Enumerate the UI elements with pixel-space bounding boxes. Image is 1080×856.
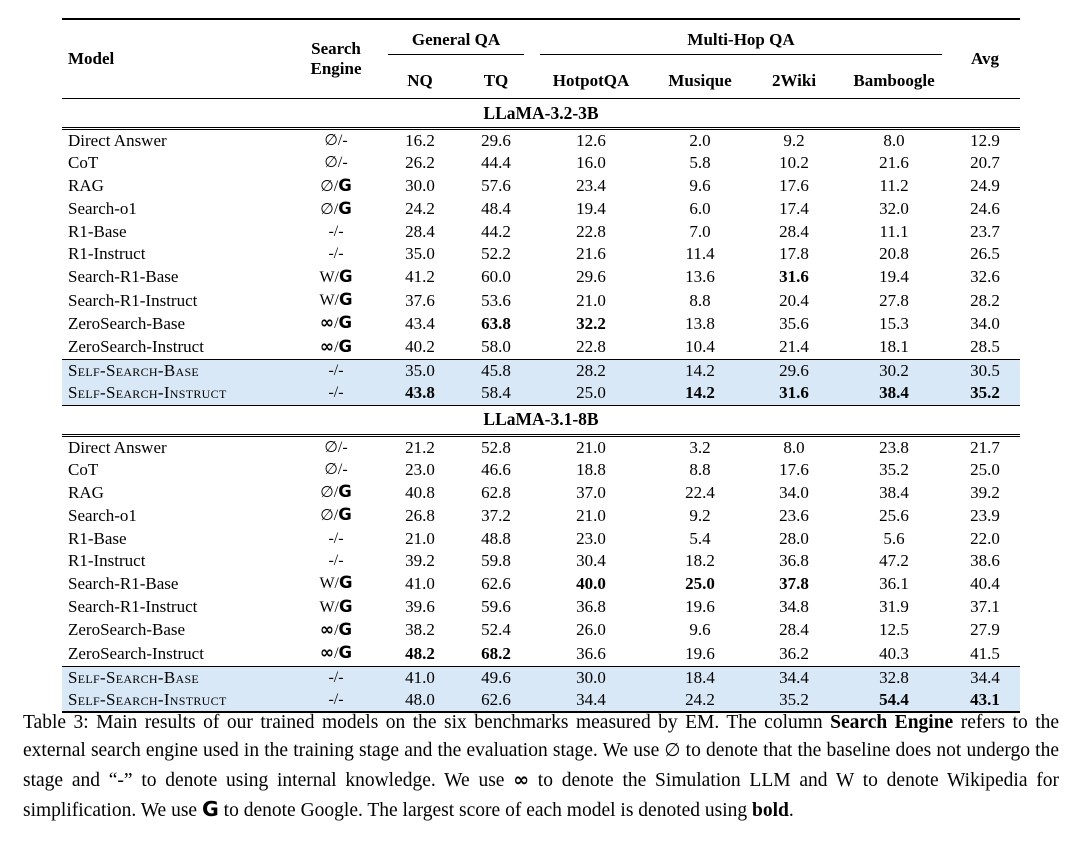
- table-row: [62, 459, 1020, 481]
- score-cell: 10.2: [779, 153, 809, 173]
- score-cell: 25.0: [685, 573, 715, 593]
- avg-score-cell: 20.7: [970, 153, 1000, 173]
- table-row: [62, 198, 1020, 221]
- caption-segment: refers to the external search engine used in the training stage and the evaluation stage. We use: [23, 712, 1060, 762]
- score-cell: 15.3: [879, 313, 909, 333]
- score-cell: 5.4: [689, 528, 711, 548]
- avg-score-cell: 24.6: [970, 199, 1000, 219]
- table-row: [62, 481, 1020, 504]
- score-cell: 35.2: [750, 689, 838, 712]
- score-cell: 13.6: [685, 267, 715, 287]
- table-row: [62, 336, 1020, 360]
- score-cell: 59.8: [481, 551, 511, 571]
- table-row: [62, 359, 1020, 382]
- score-cell: 31.6: [750, 382, 838, 405]
- search-engine-cell: ∞/G: [319, 313, 353, 334]
- score-cell: 59.6: [481, 597, 511, 617]
- score-cell: 28.4: [779, 620, 809, 640]
- score-cell: 21.2: [405, 437, 435, 457]
- empty-set-glyph: ∅: [320, 200, 334, 218]
- score-cell: 26.8: [405, 505, 435, 525]
- score-cell: 37.8: [779, 573, 809, 593]
- score-cell: 21.0: [405, 528, 435, 548]
- score-cell: 29.6: [750, 359, 838, 382]
- table-header: [62, 19, 1020, 99]
- score-cell: 7.0: [689, 222, 711, 242]
- model-name-cell: Search-o1: [68, 199, 137, 219]
- score-cell: 23.8: [879, 437, 909, 457]
- score-cell: 16.2: [405, 131, 435, 150]
- search-engine-cell: -/-: [328, 529, 344, 547]
- table-row: [62, 666, 1020, 689]
- results-table: [62, 18, 1020, 713]
- score-cell: 35.6: [779, 313, 809, 333]
- search-engine-cell: W/G: [319, 573, 353, 593]
- score-cell: 28.2: [532, 359, 650, 382]
- avg-score-cell: 23.7: [970, 222, 1000, 242]
- table-row: [62, 243, 1020, 265]
- model-name-cell: Search-R1-Instruct: [68, 290, 198, 310]
- score-cell: 14.2: [650, 359, 750, 382]
- model-name-cell: Search-o1: [68, 505, 137, 525]
- score-cell: 20.4: [779, 290, 809, 310]
- avg-score-cell: 26.5: [970, 244, 1000, 264]
- score-cell: 34.4: [532, 689, 650, 712]
- caption-segment: .: [788, 800, 794, 822]
- avg-score-cell: 41.5: [970, 643, 1000, 663]
- simulation-llm-glyph: ∞: [319, 643, 335, 664]
- empty-set-glyph: ∅: [320, 507, 334, 525]
- avg-score-cell: 34.0: [970, 313, 1000, 333]
- score-cell: 18.2: [685, 551, 715, 571]
- score-cell: 21.0: [576, 437, 606, 457]
- caption-segment: G: [201, 797, 219, 822]
- score-cell: 31.9: [879, 597, 909, 617]
- score-cell: 28.0: [779, 528, 809, 548]
- score-cell: 26.2: [405, 153, 435, 173]
- score-cell: 40.2: [405, 337, 435, 357]
- model-name-cell: R1-Base: [68, 222, 127, 242]
- score-cell: 11.2: [879, 176, 909, 196]
- score-cell: 63.8: [481, 313, 511, 333]
- model-name-cell: R1-Base: [68, 528, 127, 548]
- avg-score-cell: 21.7: [970, 437, 1000, 457]
- score-cell: 28.4: [405, 222, 435, 242]
- score-cell: 23.4: [576, 176, 606, 196]
- table-row: [62, 642, 1020, 666]
- search-engine-cell: ∅/G: [320, 505, 352, 525]
- table-row: [62, 266, 1020, 289]
- score-cell: 60.0: [481, 267, 511, 287]
- score-cell: 16.0: [576, 153, 606, 173]
- model-name-cell: R1-Instruct: [68, 551, 146, 571]
- score-cell: 21.6: [576, 244, 606, 264]
- score-cell: 17.4: [779, 199, 809, 219]
- general-qa-label: General QA: [388, 30, 524, 55]
- score-cell: 36.2: [779, 643, 809, 663]
- avg-score-cell: 22.0: [970, 528, 1000, 548]
- table-row: [62, 289, 1020, 312]
- model-name-cell: Search-R1-Base: [68, 573, 179, 593]
- table-body: [62, 99, 1020, 713]
- col-header-avg: Avg: [971, 49, 1000, 68]
- score-cell: 25.0: [532, 382, 650, 405]
- caption-segment: to denote the Simulation LLM and: [529, 769, 836, 791]
- model-name-cell: RAG: [68, 482, 104, 502]
- avg-score-cell: 35.2: [950, 382, 1020, 405]
- score-cell: 52.2: [481, 244, 511, 264]
- caption-segment: ∅: [664, 740, 681, 762]
- caption-segment: bold: [752, 800, 789, 822]
- score-cell: 37.6: [405, 290, 435, 310]
- google-glyph: G: [339, 290, 353, 310]
- score-cell: 19.4: [879, 267, 909, 287]
- score-cell: 12.5: [879, 620, 909, 640]
- avg-score-cell: 30.5: [950, 359, 1020, 382]
- score-cell: 39.6: [405, 597, 435, 617]
- score-cell: 43.4: [405, 313, 435, 333]
- section-header-row: [62, 99, 1020, 129]
- score-cell: 24.2: [650, 689, 750, 712]
- score-cell: 41.0: [380, 666, 460, 689]
- table-row: [62, 382, 1020, 405]
- score-cell: 35.0: [380, 359, 460, 382]
- score-cell: 22.4: [685, 482, 715, 502]
- score-cell: 38.4: [879, 482, 909, 502]
- caption-segment: to denote that the baseline does not undergo the stage and “-” to denote using internal knowledge. We use: [23, 740, 1059, 791]
- avg-score-cell: 38.6: [970, 551, 1000, 571]
- score-cell: 47.2: [879, 551, 909, 571]
- score-cell: 23.0: [405, 459, 435, 479]
- score-cell: 40.3: [879, 643, 909, 663]
- empty-set-glyph: ∅: [324, 460, 338, 478]
- score-cell: 25.6: [879, 505, 909, 525]
- score-cell: 14.2: [650, 382, 750, 405]
- section-title: LLaMA-3.1-8B: [62, 405, 1020, 435]
- score-cell: 19.4: [576, 199, 606, 219]
- search-engine-cell: -/-: [328, 552, 344, 570]
- multi-hop-qa-label: Multi-Hop QA: [540, 30, 942, 55]
- empty-set-glyph: ∅: [324, 154, 338, 172]
- score-cell: 30.0: [405, 176, 435, 196]
- score-cell: 54.4: [838, 689, 950, 712]
- score-cell: 8.8: [689, 459, 711, 479]
- score-cell: 34.0: [779, 482, 809, 502]
- score-cell: 62.6: [481, 573, 511, 593]
- score-cell: 26.0: [576, 620, 606, 640]
- score-cell: 41.0: [405, 573, 435, 593]
- caption-segment: Table 3: Main results of our trained models on the six benchmarks measured by EM. The column: [23, 712, 831, 733]
- avg-score-cell: 27.9: [970, 620, 1000, 640]
- search-engine-cell: -/-: [292, 382, 380, 405]
- score-cell: 44.2: [481, 222, 511, 242]
- col-header-musique: Musique: [668, 71, 732, 90]
- score-cell: 52.8: [481, 437, 511, 457]
- score-cell: 36.8: [576, 597, 606, 617]
- score-cell: 23.6: [779, 505, 809, 525]
- model-name-cell: ZeroSearch-Instruct: [68, 643, 204, 663]
- empty-set-glyph: ∅: [324, 438, 338, 456]
- score-cell: 6.0: [689, 199, 711, 219]
- col-header-search-engine: Search Engine: [310, 39, 362, 78]
- score-cell: 29.6: [576, 267, 606, 287]
- score-cell: 36.6: [576, 643, 606, 663]
- score-cell: 28.4: [779, 222, 809, 242]
- score-cell: 21.0: [576, 505, 606, 525]
- model-name-cell: Self-Search-Base: [62, 666, 292, 689]
- col-header-2wiki: 2Wiki: [771, 71, 817, 90]
- score-cell: 37.0: [576, 482, 606, 502]
- score-cell: 46.6: [481, 459, 511, 479]
- score-cell: 17.6: [779, 176, 809, 196]
- score-cell: 38.2: [405, 620, 435, 640]
- score-cell: 9.2: [689, 505, 711, 525]
- model-name-cell: Self-Search-Instruct: [62, 382, 292, 405]
- search-engine-cell: ∅/-: [324, 438, 348, 456]
- score-cell: 17.6: [779, 459, 809, 479]
- score-cell: 10.4: [685, 337, 715, 357]
- table-row: [62, 619, 1020, 642]
- table-row: [62, 528, 1020, 550]
- google-glyph: G: [338, 619, 353, 639]
- score-cell: 17.8: [779, 244, 809, 264]
- table-row: [62, 596, 1020, 619]
- avg-score-cell: 28.2: [970, 290, 1000, 310]
- score-cell: 62.6: [460, 689, 532, 712]
- score-cell: 9.6: [689, 620, 711, 640]
- score-cell: 18.4: [650, 666, 750, 689]
- caption-segment: W: [835, 769, 854, 791]
- score-cell: 48.8: [481, 528, 511, 548]
- table-row: [62, 221, 1020, 243]
- search-engine-cell: ∞/G: [319, 643, 353, 664]
- score-cell: 40.0: [576, 573, 606, 593]
- col-header-nq: NQ: [407, 71, 433, 90]
- caption-segment: ∞: [513, 768, 530, 791]
- score-cell: 48.2: [405, 643, 435, 663]
- score-cell: 2.0: [689, 131, 711, 150]
- search-engine-cell: ∅/G: [320, 198, 352, 218]
- score-cell: 30.0: [532, 666, 650, 689]
- col-group-multi-hop-qa: [532, 19, 950, 64]
- score-cell: 3.2: [689, 437, 711, 457]
- score-cell: 48.4: [481, 199, 511, 219]
- col-header-bamboogle: Bamboogle: [853, 71, 935, 90]
- score-cell: 8.0: [783, 437, 805, 457]
- score-cell: 18.1: [879, 337, 909, 357]
- avg-score-cell: 43.1: [950, 689, 1020, 712]
- model-name-cell: R1-Instruct: [68, 244, 146, 264]
- search-engine-cell: -/-: [292, 359, 380, 382]
- score-cell: 8.8: [689, 290, 711, 310]
- score-cell: 58.0: [481, 337, 511, 357]
- col-group-general-qa: [380, 19, 532, 64]
- section-header-row: [62, 405, 1020, 435]
- score-cell: 21.6: [879, 153, 909, 173]
- caption-segment: to denote Google. The largest score of each model is denoted using: [218, 800, 753, 822]
- score-cell: 19.6: [685, 643, 715, 663]
- score-cell: 35.2: [879, 459, 909, 479]
- table-row: [62, 572, 1020, 595]
- empty-set-glyph: ∅: [320, 177, 334, 195]
- table-row: [62, 504, 1020, 527]
- score-cell: 24.2: [405, 199, 435, 219]
- score-cell: 58.4: [460, 382, 532, 405]
- score-cell: 53.6: [481, 290, 511, 310]
- score-cell: 19.6: [685, 597, 715, 617]
- simulation-llm-glyph: ∞: [319, 313, 335, 334]
- score-cell: 68.2: [481, 643, 511, 663]
- table-row: [62, 129, 1020, 153]
- google-glyph: G: [339, 573, 353, 593]
- google-glyph: G: [339, 266, 353, 286]
- score-cell: 32.0: [879, 199, 909, 219]
- score-cell: 38.4: [838, 382, 950, 405]
- score-cell: 31.6: [779, 267, 809, 287]
- google-glyph: G: [338, 313, 353, 333]
- model-name-cell: ZeroSearch-Instruct: [68, 337, 204, 357]
- score-cell: 52.4: [481, 620, 511, 640]
- score-cell: 34.8: [779, 597, 809, 617]
- search-engine-cell: -/-: [328, 245, 344, 263]
- score-cell: 20.8: [879, 244, 909, 264]
- score-cell: 18.8: [576, 459, 606, 479]
- col-header-model: Model: [68, 49, 115, 68]
- search-engine-cell: W/G: [319, 266, 353, 286]
- score-cell: 23.0: [576, 528, 606, 548]
- caption-segment: to denote Wikipedia for simplification. We use: [23, 769, 1059, 822]
- col-header-hotpotqa: HotpotQA: [552, 71, 630, 90]
- score-cell: 40.8: [405, 482, 435, 502]
- score-cell: 32.2: [576, 313, 606, 333]
- avg-score-cell: 23.9: [970, 505, 1000, 525]
- col-header-tq: TQ: [483, 71, 509, 90]
- model-name-cell: Self-Search-Base: [62, 359, 292, 382]
- score-cell: 29.6: [481, 131, 511, 150]
- model-name-cell: RAG: [68, 176, 104, 196]
- simulation-llm-glyph: ∞: [319, 619, 335, 640]
- model-name-cell: Self-Search-Instruct: [62, 689, 292, 712]
- google-glyph: G: [338, 175, 352, 195]
- table-row: [62, 175, 1020, 198]
- score-cell: 35.0: [405, 244, 435, 264]
- score-cell: 11.1: [879, 222, 909, 242]
- score-cell: 8.0: [883, 131, 905, 150]
- score-cell: 44.4: [481, 153, 511, 173]
- score-cell: 36.1: [879, 573, 909, 593]
- score-cell: 5.8: [689, 153, 711, 173]
- score-cell: 9.2: [783, 131, 805, 150]
- score-cell: 22.8: [576, 337, 606, 357]
- model-name-cell: Direct Answer: [68, 131, 167, 150]
- section-title: LLaMA-3.2-3B: [62, 99, 1020, 129]
- score-cell: 5.6: [883, 528, 905, 548]
- score-cell: 45.8: [460, 359, 532, 382]
- avg-score-cell: 12.9: [970, 131, 1000, 150]
- score-cell: 43.8: [380, 382, 460, 405]
- search-engine-cell: -/-: [292, 689, 380, 712]
- avg-score-cell: 34.4: [950, 666, 1020, 689]
- avg-score-cell: 32.6: [970, 267, 1000, 287]
- google-glyph: G: [338, 505, 352, 525]
- avg-score-cell: 24.9: [970, 176, 1000, 196]
- search-engine-cell: ∅/G: [320, 175, 352, 195]
- avg-score-cell: 25.0: [970, 459, 1000, 479]
- score-cell: 21.0: [576, 290, 606, 310]
- score-cell: 49.6: [460, 666, 532, 689]
- simulation-llm-glyph: ∞: [319, 336, 335, 357]
- score-cell: 36.8: [779, 551, 809, 571]
- model-name-cell: Direct Answer: [68, 437, 167, 457]
- avg-score-cell: 39.2: [970, 482, 1000, 502]
- score-cell: 39.2: [405, 551, 435, 571]
- model-name-cell: ZeroSearch-Base: [68, 620, 186, 640]
- model-name-cell: Search-R1-Instruct: [68, 597, 198, 617]
- score-cell: 37.2: [481, 505, 511, 525]
- score-cell: 57.6: [481, 176, 511, 196]
- table-row: [62, 152, 1020, 174]
- score-cell: 48.0: [380, 689, 460, 712]
- model-name-cell: Search-R1-Base: [68, 267, 179, 287]
- score-cell: 30.2: [838, 359, 950, 382]
- score-cell: 9.6: [689, 176, 711, 196]
- search-engine-cell: ∅/-: [324, 460, 348, 478]
- avg-score-cell: 37.1: [970, 597, 1000, 617]
- avg-score-cell: 40.4: [970, 573, 1000, 593]
- score-cell: 13.8: [685, 313, 715, 333]
- score-cell: 32.8: [838, 666, 950, 689]
- score-cell: 21.4: [779, 337, 809, 357]
- table-caption: [23, 709, 1059, 826]
- search-engine-cell: W/G: [319, 290, 353, 310]
- search-engine-cell: -/-: [328, 223, 344, 241]
- score-cell: 30.4: [576, 551, 606, 571]
- table-row: [62, 312, 1020, 335]
- search-engine-cell: ∞/G: [319, 619, 353, 640]
- score-cell: 27.8: [879, 290, 909, 310]
- table-row: [62, 435, 1020, 459]
- score-cell: 34.4: [750, 666, 838, 689]
- google-glyph: G: [338, 643, 353, 663]
- model-name-cell: CoT: [68, 459, 99, 479]
- score-cell: 12.6: [576, 131, 606, 150]
- empty-set-glyph: ∅: [320, 484, 334, 502]
- avg-score-cell: 28.5: [970, 337, 1000, 357]
- google-glyph: G: [338, 336, 353, 356]
- search-engine-cell: ∅/-: [324, 154, 348, 172]
- score-cell: 62.8: [481, 482, 511, 502]
- model-name-cell: CoT: [68, 153, 99, 173]
- search-engine-cell: W/G: [319, 596, 353, 616]
- score-cell: 41.2: [405, 267, 435, 287]
- model-name-cell: ZeroSearch-Base: [68, 313, 186, 333]
- google-glyph: G: [338, 482, 352, 502]
- score-cell: 11.4: [685, 244, 715, 264]
- search-engine-cell: ∅/-: [324, 132, 348, 149]
- google-glyph: G: [339, 596, 353, 616]
- search-engine-cell: ∅/G: [320, 482, 352, 502]
- caption-segment: Search Engine: [830, 712, 954, 733]
- search-engine-cell: ∞/G: [319, 336, 353, 357]
- empty-set-glyph: ∅: [324, 132, 338, 149]
- table-row: [62, 550, 1020, 572]
- search-engine-cell: -/-: [292, 666, 380, 689]
- score-cell: 22.8: [576, 222, 606, 242]
- google-glyph: G: [338, 198, 352, 218]
